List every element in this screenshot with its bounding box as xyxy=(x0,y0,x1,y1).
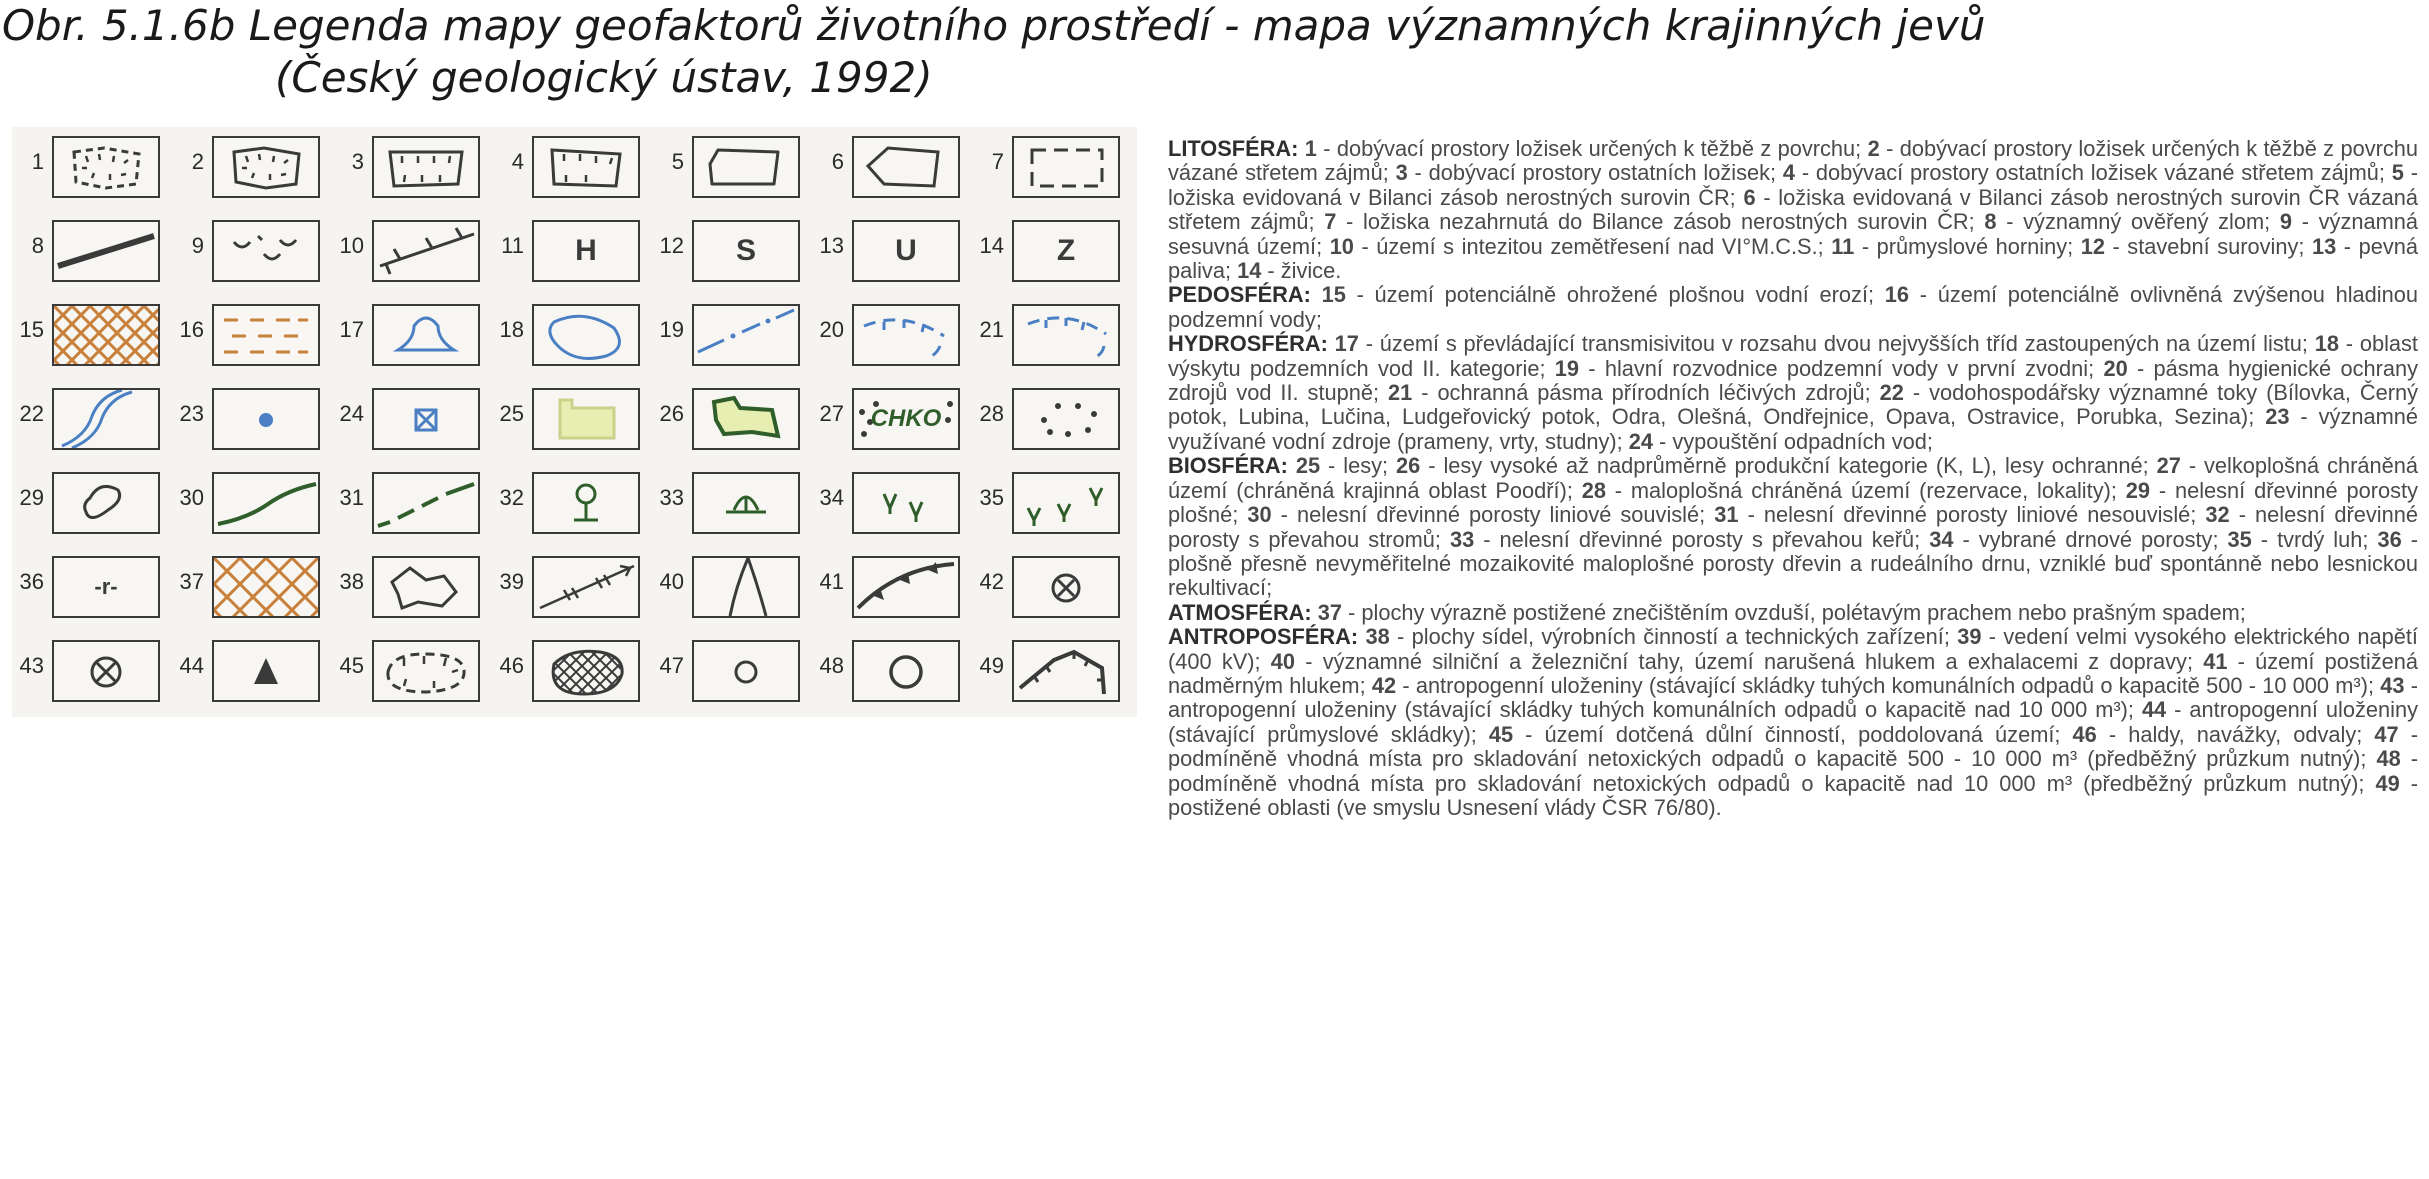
legend-item-number: 1 xyxy=(31,149,44,174)
item-number: 33 xyxy=(1450,526,1475,552)
item-number: 1 xyxy=(1304,136,1317,161)
legend-item-18 xyxy=(492,299,652,369)
legend-symbol-letter: U xyxy=(895,234,917,267)
legend-item-25 xyxy=(492,383,652,453)
legend-item-10 xyxy=(332,215,492,285)
legend-item-number: 36 xyxy=(19,569,44,594)
legend-symbol-8 xyxy=(52,220,160,282)
section-title: ATMOSFÉRA: xyxy=(1168,599,1312,625)
legend-item-number: 4 xyxy=(511,149,524,174)
legend-item-34 xyxy=(812,467,972,537)
legend-item-number: 39 xyxy=(499,569,524,594)
item-description: - významné silniční a železniční tahy, území narušená hlukem a exhalacemi z dopravy; xyxy=(1295,648,2204,674)
legend-symbol-27 xyxy=(852,388,960,450)
legend-item-number: 32 xyxy=(499,485,524,510)
item-description: - vypouštění odpadních vod; xyxy=(1653,428,1933,454)
legend-item-number: 3 xyxy=(351,149,364,174)
item-description: - lesy; xyxy=(1320,453,1397,479)
legend-symbol-48 xyxy=(852,640,960,702)
legend-item-11 xyxy=(492,215,652,285)
item-description: - vedení velmi vysokého elektrického napětí (400 kV); xyxy=(1168,624,2418,674)
item-number: 29 xyxy=(2125,477,2151,503)
legend-symbol-6 xyxy=(852,136,960,198)
legend-item-6 xyxy=(812,131,972,201)
legend-item-14 xyxy=(972,215,1132,285)
item-number: 39 xyxy=(1957,624,1982,650)
legend-item-number: 28 xyxy=(979,401,1004,426)
item-number: 35 xyxy=(2227,526,2252,552)
legend-item-40 xyxy=(652,551,812,621)
legend-symbol-16 xyxy=(212,304,320,366)
legend-symbol-5 xyxy=(692,136,800,198)
item-description: - lesy vysoké až nadprůměrně produkční kategorie (K, L), lesy ochranné; xyxy=(1420,453,2157,479)
item-number: 25 xyxy=(1295,453,1321,479)
section-biosféra xyxy=(1168,454,2418,600)
item-number: 30 xyxy=(1247,502,1272,528)
item-number: 20 xyxy=(2103,355,2128,381)
section-title: ANTROPOSFÉRA: xyxy=(1168,624,1359,650)
legend-item-1 xyxy=(12,131,172,201)
section-title: HYDROSFÉRA: xyxy=(1168,331,1328,357)
legend-symbol-30 xyxy=(212,472,320,534)
item-number: 42 xyxy=(1371,672,1397,698)
legend-item-number: 5 xyxy=(671,149,684,174)
legend-symbol-10 xyxy=(372,220,480,282)
legend-item-number: 40 xyxy=(659,569,684,594)
legend-symbol-20 xyxy=(852,304,960,366)
legend-item-number: 41 xyxy=(819,569,844,594)
legend-symbol-46 xyxy=(532,640,640,702)
item-description: - antropogenní uloženiny (stávající skládky tuhých komunálních odpadů o kapacitě nad 10 000 m³); xyxy=(1168,672,2418,723)
item-number: 4 xyxy=(1782,160,1796,186)
item-description: - ložiska nezahrnutá do Bilance zásob nerostných surovin ČR; xyxy=(1336,209,1985,235)
legend-item-44 xyxy=(172,635,332,705)
legend-item-27 xyxy=(812,383,972,453)
caption-source: (Český geologický ústav, 1992) xyxy=(275,53,933,102)
section-pedosféra xyxy=(1168,283,2418,332)
item-number: 32 xyxy=(2205,502,2230,528)
legend-item-23 xyxy=(172,383,332,453)
legend-symbol-28 xyxy=(1012,388,1120,450)
item-description: - haldy, navážky, odvaly; xyxy=(2096,721,2375,747)
legend-item-number: 26 xyxy=(659,401,684,426)
legend-symbol-letter: S xyxy=(735,234,756,267)
item-description: - vybrané drnové porosty; xyxy=(1953,526,2228,552)
legend-symbol-22 xyxy=(52,388,160,450)
legend-item-21 xyxy=(972,299,1132,369)
legend-item-5 xyxy=(652,131,812,201)
item-description: - území potenciálně ohrožené plošnou vodní erozí; xyxy=(1345,282,1885,308)
item-description: - nelesní dřevinné porosty liniové souvislé; xyxy=(1271,502,1715,528)
legend-item-number: 25 xyxy=(499,401,524,426)
legend-item-number: 43 xyxy=(19,653,44,678)
legend-symbol-4 xyxy=(532,136,640,198)
legend-item-16 xyxy=(172,299,332,369)
item-number: 5 xyxy=(2391,160,2404,186)
legend-item-35 xyxy=(972,467,1132,537)
item-description: - plochy výrazně postižené znečištěním ovzduší, polétavým prachem nebo prašným spadem; xyxy=(1342,599,2246,625)
item-description: - antropogenní uloženiny (stávající průmyslové skládky); xyxy=(1168,697,2418,747)
chko-label: CHKO xyxy=(870,405,942,432)
legend-symbol-13 xyxy=(852,220,960,282)
item-number: 48 xyxy=(2376,746,2401,772)
legend-item-26 xyxy=(652,383,812,453)
legend-symbol-3 xyxy=(372,136,480,198)
legend-item-38 xyxy=(332,551,492,621)
item-description: - území s intezitou zemětřesení nad VI°M.C.S.; xyxy=(1353,233,1832,259)
item-description: - území potenciálně ovlivněná zvýšenou hladinou podzemní vody; xyxy=(1168,282,2418,332)
legend-symbol-25 xyxy=(532,388,640,450)
item-number: 26 xyxy=(1396,453,1421,479)
legend-item-number: 18 xyxy=(499,317,524,342)
item-description: - průmyslové horniny; xyxy=(1854,233,2081,259)
item-number: 18 xyxy=(2314,331,2339,357)
item-description: - oblast výskytu podzemních vod II. kategorie; xyxy=(1168,331,2418,381)
legend-item-number: 33 xyxy=(659,485,684,510)
legend-symbol-43 xyxy=(52,640,160,702)
legend-symbol-32 xyxy=(532,472,640,534)
legend-symbol-letter: -r- xyxy=(94,574,118,599)
legend-symbol-18 xyxy=(532,304,640,366)
legend-symbol-9 xyxy=(212,220,320,282)
item-description: - plošně přesně nevyměřitelné mozaikovité maloplošné porosty dřevin a rudeálního drnu, vzniklé buď spontánně nebo lesnickou rekultivací; xyxy=(1168,526,2418,601)
item-number: 7 xyxy=(1324,209,1337,235)
item-number: 24 xyxy=(1628,428,1653,454)
item-number: 38 xyxy=(1365,624,1390,650)
legend-item-number: 44 xyxy=(179,653,204,678)
item-number: 9 xyxy=(2279,209,2293,235)
item-description: - podmíněně vhodná místa pro skladování netoxických odpadů o kapacitě 500 - 10 000 m³ (předběžný průzkum nutný); xyxy=(1168,721,2418,772)
item-number: 34 xyxy=(1929,526,1954,552)
item-number: 19 xyxy=(1554,355,1580,381)
legend-item-number: 35 xyxy=(979,485,1004,510)
item-description: - ložiska evidovaná v Bilanci zásob nerostných surovin ČR; xyxy=(1168,160,2418,210)
item-description: - ložiska evidovaná v Bilanci zásob nerostných surovin ČR vázaná střetem zájmů; xyxy=(1168,184,2418,235)
legend-item-number: 38 xyxy=(339,569,364,594)
item-number: 49 xyxy=(2375,770,2400,796)
legend-symbol-17 xyxy=(372,304,480,366)
legend-item-29 xyxy=(12,467,172,537)
legend-item-30 xyxy=(172,467,332,537)
legend-item-19 xyxy=(652,299,812,369)
legend-item-number: 48 xyxy=(819,653,844,678)
legend-item-number: 17 xyxy=(339,317,364,342)
legend-item-number: 42 xyxy=(979,569,1004,594)
item-description: - nelesní dřevinné porosty liniové nesouvislé; xyxy=(1738,502,2206,528)
legend-item-24 xyxy=(332,383,492,453)
legend-symbol-49 xyxy=(1012,640,1120,702)
caption-title: Obr. 5.1.6b Legenda mapy geofaktorů životního prostředí - mapa významných krajinných jevů xyxy=(2,1,1986,50)
legend-symbol-35 xyxy=(1012,472,1120,534)
legend-symbol-41 xyxy=(852,556,960,618)
legend-item-3 xyxy=(332,131,492,201)
item-number: 43 xyxy=(2380,672,2405,698)
legend-symbol-23 xyxy=(212,388,320,450)
legend-item-number: 8 xyxy=(31,233,44,258)
legend-item-number: 14 xyxy=(979,233,1004,258)
item-description: - nelesní dřevinné porosty s převahou keřů; xyxy=(1474,526,1930,552)
legend-symbol-19 xyxy=(692,304,800,366)
item-description: - pásma hygienické ochrany zdrojů vod II. stupně; xyxy=(1168,355,2418,406)
item-description: - tvrdý luh; xyxy=(2251,526,2378,552)
item-description: - živice. xyxy=(1261,258,1342,284)
item-description: - významné využívané vodní zdroje (prameny, vrty, studny); xyxy=(1168,404,2418,454)
item-number: 17 xyxy=(1334,331,1359,357)
section-atmosféra xyxy=(1168,601,2418,625)
legend-item-number: 27 xyxy=(819,401,844,426)
legend-item-47 xyxy=(652,635,812,705)
item-number: 12 xyxy=(2080,233,2105,259)
item-number: 23 xyxy=(2265,404,2290,430)
legend-symbol-33 xyxy=(692,472,800,534)
item-description: - nelesní dřevinné porosty plošné; xyxy=(1168,477,2418,528)
legend-item-number: 16 xyxy=(179,317,204,342)
legend-symbol-1 xyxy=(52,136,160,198)
legend-symbol-34 xyxy=(852,472,960,534)
item-description: - maloplošná chráněná území (rezervace, lokality); xyxy=(1605,477,2126,503)
item-number: 47 xyxy=(2374,721,2399,747)
legend-item-39 xyxy=(492,551,652,621)
item-description: - významná sesuvná území; xyxy=(1168,209,2419,259)
legend-item-2 xyxy=(172,131,332,201)
legend-item-28 xyxy=(972,383,1132,453)
legend-item-12 xyxy=(652,215,812,285)
item-number: 22 xyxy=(1879,380,1904,406)
legend-item-number: 2 xyxy=(191,149,204,174)
section-litosféra xyxy=(1168,137,2418,283)
item-number: 28 xyxy=(1581,477,1606,503)
legend-item-37 xyxy=(172,551,332,621)
legend-item-46 xyxy=(492,635,652,705)
item-description: - pevná paliva; xyxy=(1168,233,2418,284)
legend-symbol-44 xyxy=(212,640,320,702)
legend-symbol-38 xyxy=(372,556,480,618)
legend-symbol-15 xyxy=(52,304,160,366)
item-description: - dobývací prostory ložisek určených k těžbě z povrchu; xyxy=(1316,136,1868,161)
legend-item-number: 13 xyxy=(819,233,844,258)
legend-symbol-26 xyxy=(692,388,800,450)
item-number: 44 xyxy=(2141,697,2167,723)
item-description: - ochranná pásma přírodních léčivých zdrojů; xyxy=(1412,380,1880,406)
legend-item-number: 7 xyxy=(991,149,1004,174)
item-description: - plochy sídel, výrobních činností a technických zařízení; xyxy=(1389,624,1958,650)
section-title: PEDOSFÉRA: xyxy=(1168,282,1311,308)
item-number: 2 xyxy=(1867,136,1880,161)
legend-item-15 xyxy=(12,299,172,369)
section-antroposféra xyxy=(1168,625,2418,820)
legend-item-49 xyxy=(972,635,1132,705)
legend-item-number: 24 xyxy=(339,401,364,426)
legend-item-number: 45 xyxy=(339,653,364,678)
item-number: 16 xyxy=(1884,282,1910,308)
item-number: 45 xyxy=(1488,721,1514,747)
item-number: 41 xyxy=(2203,648,2228,674)
legend-symbol-36 xyxy=(52,556,160,618)
legend-item-number: 29 xyxy=(19,485,44,510)
item-description: - hlavní rozvodnice podzemní vody v první zvodni; xyxy=(1579,355,2104,381)
item-number: 13 xyxy=(2312,233,2337,259)
legend-item-number: 9 xyxy=(191,233,204,258)
item-number: 10 xyxy=(1329,233,1354,259)
legend-item-number: 21 xyxy=(979,317,1004,342)
item-number: 21 xyxy=(1388,380,1413,406)
item-number: 3 xyxy=(1395,160,1408,186)
item-number: 36 xyxy=(2377,526,2402,552)
legend-grid xyxy=(12,127,1137,717)
legend-item-31 xyxy=(332,467,492,537)
legend-symbol-12 xyxy=(692,220,800,282)
legend-symbol-31 xyxy=(372,472,480,534)
legend-item-43 xyxy=(12,635,172,705)
legend-item-41 xyxy=(812,551,972,621)
legend-item-22 xyxy=(12,383,172,453)
item-number: 15 xyxy=(1321,282,1346,308)
legend-item-32 xyxy=(492,467,652,537)
legend-symbol-37 xyxy=(212,556,320,618)
legend-item-7 xyxy=(972,131,1132,201)
legend-item-13 xyxy=(812,215,972,285)
legend-description xyxy=(1168,137,2418,820)
legend-symbols-panel xyxy=(12,127,1137,717)
legend-symbol-42 xyxy=(1012,556,1120,618)
item-description: - dobývací prostory ostatních ložisek vázané střetem zájmů; xyxy=(1795,160,2392,186)
legend-item-number: 46 xyxy=(499,653,524,678)
legend-symbol-29 xyxy=(52,472,160,534)
item-description: - území s převládající transmisivitou v rozsahu dvou nejvyšších tříd zastoupených na území listu; xyxy=(1358,331,2315,357)
item-description: - postižené oblasti (ve smyslu Usnesení vlády ČSR 76/80). xyxy=(1168,770,2418,820)
legend-item-number: 10 xyxy=(339,233,364,258)
item-description: - antropogenní uloženiny (stávající skládky tuhých komunálních odpadů o kapacitě 500 - 10 000 m³); xyxy=(1396,672,2381,698)
legend-symbol-47 xyxy=(692,640,800,702)
legend-item-number: 30 xyxy=(179,485,204,510)
item-number: 14 xyxy=(1237,258,1262,284)
legend-item-48 xyxy=(812,635,972,705)
legend-item-42 xyxy=(972,551,1132,621)
item-description: - území postižená nadměrným hlukem; xyxy=(1168,648,2418,698)
item-description: - dobývací prostory ložisek určených k těžbě z povrchu vázané střetem zájmů; xyxy=(1168,136,2418,186)
item-number: 11 xyxy=(1831,233,1855,259)
legend-item-number: 31 xyxy=(339,485,364,510)
item-number: 6 xyxy=(1743,184,1756,210)
legend-item-17 xyxy=(332,299,492,369)
legend-item-number: 6 xyxy=(831,149,844,174)
legend-symbol-11 xyxy=(532,220,640,282)
legend-item-9 xyxy=(172,215,332,285)
legend-item-number: 23 xyxy=(179,401,204,426)
legend-item-number: 34 xyxy=(819,485,844,510)
item-number: 8 xyxy=(1984,209,1997,235)
legend-symbol-21 xyxy=(1012,304,1120,366)
legend-item-20 xyxy=(812,299,972,369)
legend-item-33 xyxy=(652,467,812,537)
item-description: - nelesní dřevinné porosty s převahou stromů; xyxy=(1168,502,2419,552)
item-number: 46 xyxy=(2072,721,2097,747)
item-description: - podmíněně vhodná místa pro skladování netoxických odpadů o kapacitě nad 10 000 m³ (předběžný průzkum nutný); xyxy=(1168,746,2418,796)
item-number: 27 xyxy=(2156,453,2181,479)
item-number: 31 xyxy=(1714,502,1739,528)
legend-item-8 xyxy=(12,215,172,285)
legend-item-number: 37 xyxy=(179,569,204,594)
item-description: - území dotčená důlní činností, poddolovaná území; xyxy=(1513,721,2073,747)
item-description: - stavební suroviny; xyxy=(2104,233,2313,259)
legend-item-4 xyxy=(492,131,652,201)
legend-item-number: 49 xyxy=(979,653,1004,678)
section-title: BIOSFÉRA: xyxy=(1168,453,1288,479)
legend-item-36 xyxy=(12,551,172,621)
legend-item-number: 15 xyxy=(19,317,44,342)
legend-symbol-14 xyxy=(1012,220,1120,282)
item-description: - velkoplošná chráněná území (chráněná krajinná oblast Poodří); xyxy=(1168,453,2418,503)
legend-item-number: 20 xyxy=(819,317,844,342)
legend-symbol-letter: H xyxy=(575,234,597,267)
legend-symbol-39 xyxy=(532,556,640,618)
item-description: - vodohospodářsky významné toky (Bílovka, Černý potok, Lubina, Lučina, Ludgeřovický potok, Odra, Olešná, Ondřejnice, Opava, Ostravice, Porubka, Sezina); xyxy=(1168,380,2418,430)
section-title: LITOSFÉRA: xyxy=(1168,136,1299,161)
legend-symbol-2 xyxy=(212,136,320,198)
section-hydrosféra xyxy=(1168,332,2418,454)
legend-item-number: 12 xyxy=(659,233,684,258)
legend-item-number: 11 xyxy=(501,233,524,258)
item-description: - významný ověřený zlom; xyxy=(1996,209,2280,235)
item-number: 37 xyxy=(1317,599,1342,625)
legend-symbol-letter: Z xyxy=(1056,234,1076,267)
legend-item-number: 47 xyxy=(659,653,684,678)
legend-item-number: 19 xyxy=(659,317,684,342)
legend-symbol-40 xyxy=(692,556,800,618)
legend-item-number: 22 xyxy=(19,401,44,426)
legend-symbol-7 xyxy=(1012,136,1120,198)
item-description: - dobývací prostory ostatních ložisek; xyxy=(1407,160,1783,186)
legend-symbol-24 xyxy=(372,388,480,450)
item-number: 40 xyxy=(1270,648,1296,674)
legend-symbol-45 xyxy=(372,640,480,702)
legend-item-45 xyxy=(332,635,492,705)
